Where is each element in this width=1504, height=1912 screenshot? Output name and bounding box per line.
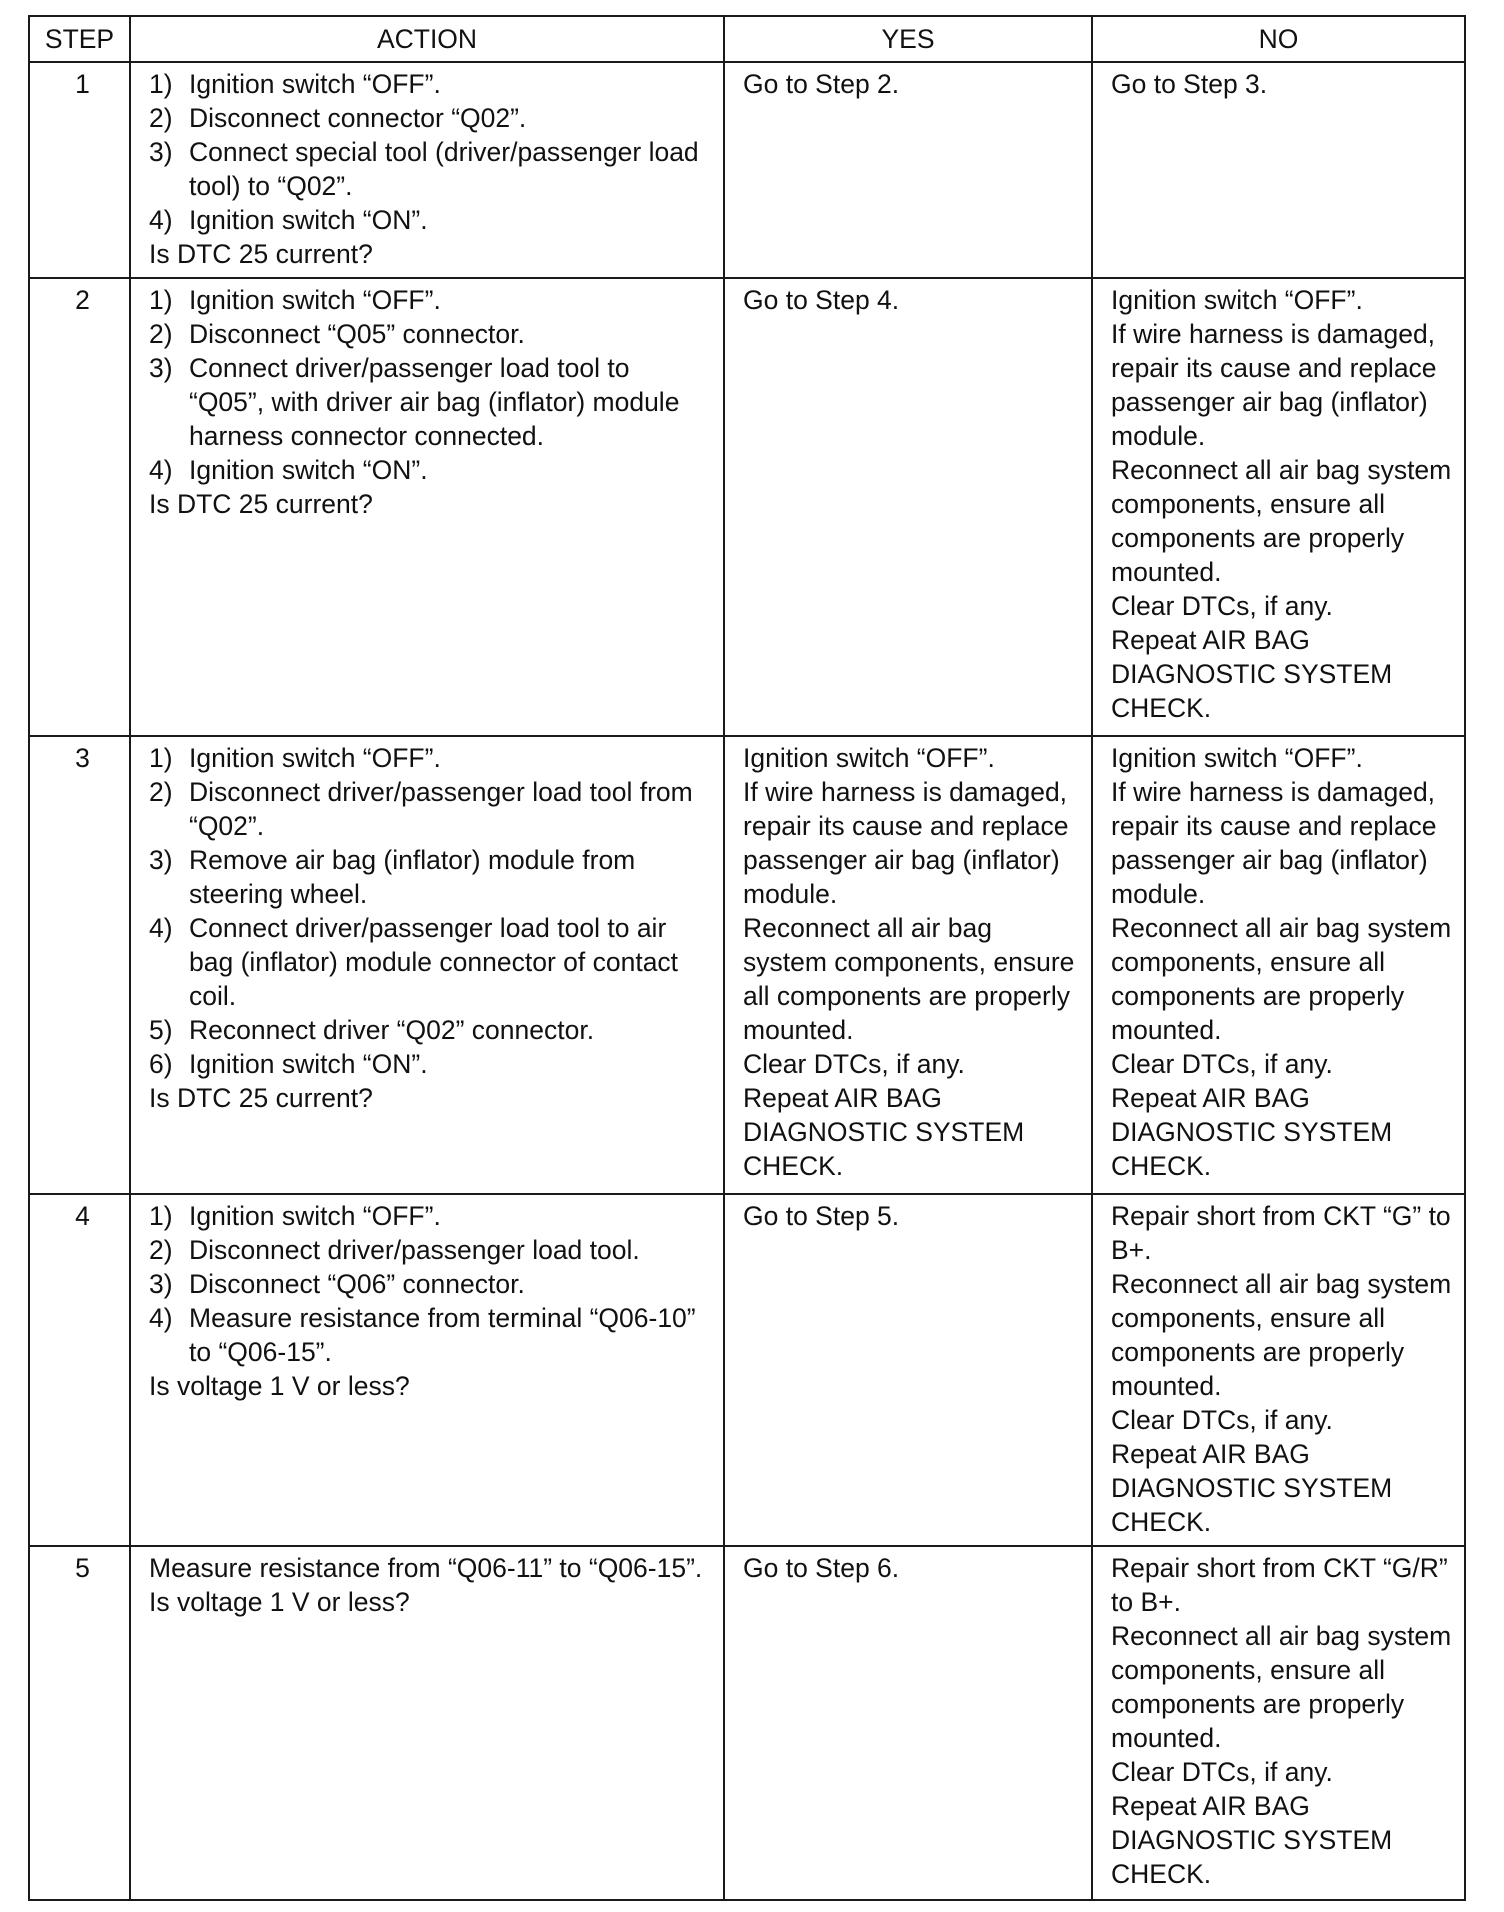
table-row <box>29 62 1465 278</box>
action-question: Is DTC 25 current? <box>149 489 373 519</box>
item-text: Ignition switch “ON”. <box>189 455 428 485</box>
item-number: 4) <box>149 913 173 943</box>
item-text: Ignition switch “OFF”. <box>189 1201 441 1231</box>
action-item <box>149 67 711 101</box>
item-text: Disconnect connector “Q02”. <box>189 103 527 133</box>
item-text: Ignition switch “OFF”. <box>189 285 441 315</box>
no-line: If wire harness is damaged, repair its cause and replace passenger air bag (inflator) module. <box>1111 319 1437 451</box>
item-number: 2) <box>149 1235 173 1265</box>
item-text: Connect special tool (driver/passenger load tool) to “Q02”. <box>189 137 699 201</box>
no-line: Repair short from CKT “G/R” to B+. <box>1111 1553 1448 1617</box>
item-text: Ignition switch “ON”. <box>189 205 428 235</box>
no-line: Repeat AIR BAG DIAGNOSTIC SYSTEM CHECK. <box>1111 1439 1393 1537</box>
yes-cell <box>724 278 1092 736</box>
action-cell <box>130 1546 724 1900</box>
table-row <box>29 736 1465 1194</box>
item-number: 2) <box>149 319 173 349</box>
yes-line: Repeat AIR BAG DIAGNOSTIC SYSTEM CHECK. <box>743 1083 1025 1181</box>
item-number: 1) <box>149 285 173 315</box>
no-line: Reconnect all air bag system components, ensure all components are properly mounted. <box>1111 913 1452 1045</box>
item-number: 4) <box>149 455 173 485</box>
yes-line: Clear DTCs, if any. <box>743 1049 965 1079</box>
yes-cell <box>724 1194 1092 1546</box>
item-number: 4) <box>149 1303 173 1333</box>
header-row <box>29 16 1465 62</box>
yes-line: Ignition switch “OFF”. <box>743 743 995 773</box>
item-number: 5) <box>149 1015 173 1045</box>
no-line: Clear DTCs, if any. <box>1111 1757 1333 1787</box>
item-number: 4) <box>149 205 173 235</box>
item-text: Measure resistance from terminal “Q06-10” to “Q06-15”. <box>189 1303 696 1367</box>
step-number: 1 <box>29 62 130 278</box>
no-line: Reconnect all air bag system components, ensure all components are properly mounted. <box>1111 1621 1452 1753</box>
no-cell <box>1092 736 1465 1194</box>
action-item <box>149 101 711 135</box>
item-text: Ignition switch “ON”. <box>189 1049 428 1079</box>
item-text: Ignition switch “OFF”. <box>189 743 441 773</box>
item-text: Disconnect driver/passenger load tool from “Q02”. <box>189 777 693 841</box>
action-question: Is voltage 1 V or less? <box>149 1587 410 1617</box>
action-question: Is DTC 25 current? <box>149 239 373 269</box>
item-number: 1) <box>149 1201 173 1231</box>
item-number: 6) <box>149 1049 173 1079</box>
no-line: Repeat AIR BAG DIAGNOSTIC SYSTEM CHECK. <box>1111 1791 1393 1889</box>
item-text: Connect driver/passenger load tool to air bag (inflator) module connector of contact coil. <box>189 913 679 1011</box>
yes-cell <box>724 736 1092 1194</box>
item-number: 1) <box>149 743 173 773</box>
item-text: Reconnect driver “Q02” connector. <box>189 1015 595 1045</box>
action-cell <box>130 1194 724 1546</box>
no-cell <box>1092 278 1465 736</box>
item-text: Disconnect driver/passenger load tool. <box>189 1235 640 1265</box>
no-cell <box>1092 62 1465 278</box>
table-row <box>29 1546 1465 1900</box>
step-number: 3 <box>29 736 130 1194</box>
action-item <box>149 203 711 237</box>
item-number: 1) <box>149 69 173 99</box>
yes-cell <box>724 1546 1092 1900</box>
no-line: Ignition switch “OFF”. <box>1111 285 1363 315</box>
action-cell <box>130 278 724 736</box>
action-item <box>149 741 711 775</box>
table-row <box>29 1194 1465 1546</box>
yes-line: Reconnect all air bag system components, ensure all components are properly mounted. <box>743 913 1075 1045</box>
no-line: Repeat AIR BAG DIAGNOSTIC SYSTEM CHECK. <box>1111 1083 1393 1181</box>
no-cell <box>1092 1546 1465 1900</box>
action-item <box>149 911 711 1013</box>
item-number: 3) <box>149 137 173 167</box>
action-item <box>149 1013 711 1047</box>
header-action: ACTION <box>130 16 724 62</box>
action-item <box>149 1301 711 1369</box>
step-number: 5 <box>29 1546 130 1900</box>
action-item <box>149 775 711 843</box>
item-number: 3) <box>149 1269 173 1299</box>
no-cell <box>1092 1194 1465 1546</box>
diagnostic-table <box>28 15 1466 1901</box>
item-number: 3) <box>149 353 173 383</box>
no-line: Repeat AIR BAG DIAGNOSTIC SYSTEM CHECK. <box>1111 625 1393 723</box>
header-yes: YES <box>724 16 1092 62</box>
action-item <box>149 843 711 911</box>
no-line: Repair short from CKT “G” to B+. <box>1111 1201 1451 1265</box>
yes-line: Go to Step 5. <box>743 1201 900 1231</box>
step-number: 4 <box>29 1194 130 1546</box>
no-line: Ignition switch “OFF”. <box>1111 743 1363 773</box>
action-question: Is DTC 25 current? <box>149 1083 373 1113</box>
no-line: Clear DTCs, if any. <box>1111 1405 1333 1435</box>
item-text: Ignition switch “OFF”. <box>189 69 441 99</box>
action-item <box>149 1199 711 1233</box>
table-row <box>29 278 1465 736</box>
action-item <box>149 1047 711 1081</box>
yes-line: Go to Step 6. <box>743 1553 900 1583</box>
item-number: 3) <box>149 845 173 875</box>
header-step: STEP <box>29 16 130 62</box>
yes-line: If wire harness is damaged, repair its cause and replace passenger air bag (inflator) module. <box>743 777 1069 909</box>
action-question: Is voltage 1 V or less? <box>149 1371 410 1401</box>
action-item <box>149 283 711 317</box>
no-line: Clear DTCs, if any. <box>1111 1049 1333 1079</box>
no-line: If wire harness is damaged, repair its cause and replace passenger air bag (inflator) module. <box>1111 777 1437 909</box>
no-line: Go to Step 3. <box>1111 69 1268 99</box>
action-cell <box>130 62 724 278</box>
header-no: NO <box>1092 16 1465 62</box>
no-line: Reconnect all air bag system components, ensure all components are properly mounted. <box>1111 1269 1452 1401</box>
action-item <box>149 1267 711 1301</box>
item-text: Connect driver/passenger load tool to “Q05”, with driver air bag (inflator) module harness connector connected. <box>189 353 680 451</box>
action-question: Measure resistance from “Q06-11” to “Q06-15”. <box>149 1553 703 1583</box>
yes-cell <box>724 62 1092 278</box>
item-text: Remove air bag (inflator) module from steering wheel. <box>189 845 636 909</box>
no-line: Reconnect all air bag system components, ensure all components are properly mounted. <box>1111 455 1452 587</box>
action-item <box>149 317 711 351</box>
item-number: 2) <box>149 103 173 133</box>
step-number: 2 <box>29 278 130 736</box>
item-text: Disconnect “Q05” connector. <box>189 319 525 349</box>
action-cell <box>130 736 724 1194</box>
yes-line: Go to Step 2. <box>743 69 900 99</box>
action-item <box>149 351 711 453</box>
action-item <box>149 135 711 203</box>
action-item <box>149 453 711 487</box>
item-text: Disconnect “Q06” connector. <box>189 1269 525 1299</box>
yes-line: Go to Step 4. <box>743 285 900 315</box>
item-number: 2) <box>149 777 173 807</box>
no-line: Clear DTCs, if any. <box>1111 591 1333 621</box>
action-item <box>149 1233 711 1267</box>
